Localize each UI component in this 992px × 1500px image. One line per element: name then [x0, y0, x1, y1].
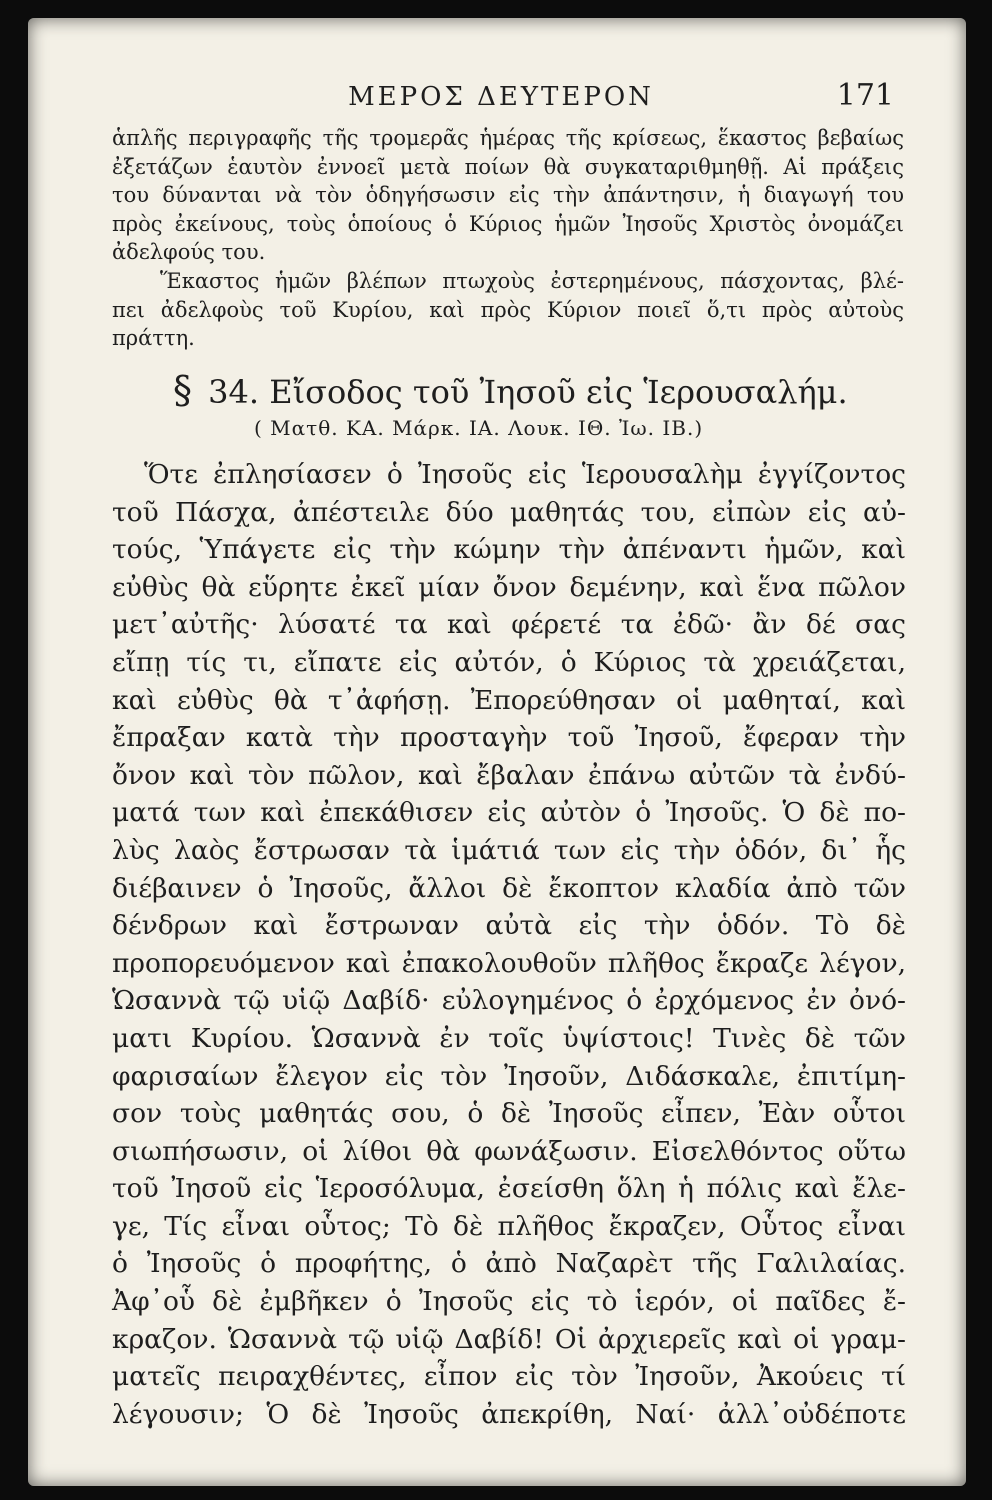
body-line: σιωπήσωσιν, οἱ λίθοι θὰ φωνάξωσιν. Εἰσελθόντος οὕτω — [112, 1135, 906, 1167]
page-number: 171 — [836, 78, 894, 113]
running-header — [108, 78, 894, 118]
intro-line: Ἕκαστος ἡμῶν βλέπων πτωχοὺς ἐστερημένους, πάσχοντας, βλέ- — [160, 268, 904, 293]
body-line: τούς, Ὑπάγετε εἰς τὴν κώμην τὴν ἀπέναντι ἡμῶν, καὶ — [112, 534, 906, 566]
body-line: καὶ εὐθὺς θὰ τ᾽ἀφήσῃ. Ἐπορεύθησαν οἱ μαθηταί, καὶ — [112, 684, 906, 716]
body-line: Ὡσαννὰ τῷ υἱῷ Δαβίδ· εὐλογημένος ὁ ἐρχόμενος ἐν ὀνό- — [112, 985, 906, 1017]
body-line: ματά των καὶ ἐπεκάθισεν εἰς αὐτὸν ὁ Ἰησοῦς. Ὁ δὲ πο- — [112, 797, 906, 829]
body-line: διέβαινεν ὁ Ἰησοῦς, ἄλλοι δὲ ἔκοπτον κλαδία ἀπὸ τῶν — [112, 872, 906, 904]
body-line: ματι Κυρίου. Ὡσαννὰ ἐν τοῖς ὑψίστοις! Τινὲς δὲ τῶν — [112, 1022, 906, 1054]
body-line: σον τοὺς μαθητάς σου, ὁ δὲ Ἰησοῦς εἶπεν, Ἐὰν οὗτοι — [112, 1098, 906, 1130]
body-line: ἔπραξαν κατὰ τὴν προσταγὴν τοῦ Ἰησοῦ, ἔφεραν τὴν — [112, 722, 906, 754]
running-title: ΜΕΡΟΣ ΔΕΥΤΕΡΟΝ — [348, 82, 654, 112]
body-line: φαρισαίων ἔλεγον εἰς τὸν Ἰησοῦν, Διδάσκαλε, ἐπιτίμη- — [112, 1060, 906, 1092]
intro-line: πει ἀδελφοὺς τοῦ Κυρίου, καὶ πρὸς Κύριον ποιεῖ ὅ,τι πρὸς αὐτοὺς — [112, 297, 904, 322]
body-line: προπορευόμενον καὶ ἐπακολουθοῦν πλῆθος ἔκραζε λέγον, — [112, 947, 906, 979]
intro-line: ἐξετάζων ἑαυτὸν ἐννοεῖ μετὰ ποίων θὰ συγκαταριθμηθῇ. Αἱ πράξεις — [112, 154, 904, 179]
body-line: τοῦ Ἰησοῦ εἰς Ἱεροσόλυμα, ἐσείσθη ὅλη ἡ πόλις καὶ ἔλε- — [112, 1173, 906, 1205]
section-heading — [173, 368, 848, 412]
body-line: γε, Τίς εἶναι οὗτος; Τὸ δὲ πλῆθος ἔκραζεν, Οὗτος εἶναι — [112, 1210, 906, 1242]
body-line: δένδρων καὶ ἔστρωναν αὐτὰ εἰς τὴν ὁδόν. Τὸ δὲ — [112, 910, 906, 942]
body-line: τοῦ Πάσχα, ἀπέστειλε δύο μαθητάς του, εἰπὼν εἰς αὐ- — [112, 496, 906, 528]
section-symbol: § — [173, 368, 192, 412]
body-line: μετ᾽αὐτῆς· λύσατέ τα καὶ φέρετέ τα ἐδῶ· ἂν δέ σας — [112, 609, 906, 641]
gospel-references: ( Ματθ. ΚΑ. Μάρκ. ΙΑ. Λουκ. ΙΘ. Ἰω. ΙΒ.) — [254, 416, 704, 440]
body-line: λέγουσιν; Ὁ δὲ Ἰησοῦς ἀπεκρίθη, Ναί· ἀλλ᾽οὐδέποτε — [112, 1398, 906, 1430]
intro-line: ἁπλῆς περιγραφῆς τῆς τρομερᾶς ἡμέρας τῆς κρίσεως, ἕκαστος βεβαίως — [112, 126, 904, 150]
body-line: Ἀφ᾽οὗ δὲ ἐμβῆκεν ὁ Ἰησοῦς εἰς τὸ ἱερόν, οἱ παῖδες ἔ- — [112, 1286, 906, 1318]
intro-text — [112, 124, 904, 353]
body-line: κραζον. Ὡσαννὰ τῷ υἱῷ Δαβίδ! Οἱ ἀρχιερεῖς καὶ οἱ γραμ- — [112, 1323, 906, 1355]
intro-line: πρὸς ἐκείνους, τοὺς ὁποίους ὁ Κύριος ἡμῶν Ἰησοῦς Χριστὸς ὀνομάζει — [112, 211, 904, 236]
body-line: εὐθὺς θὰ εὕρητε ἐκεῖ μίαν ὄνον δεμένην, καὶ ἕνα πῶλον — [112, 571, 906, 603]
intro-line: ἀδελφούς του. — [112, 240, 266, 265]
intro-line: πράττη. — [112, 326, 195, 351]
body-line: ὁ Ἰησοῦς ὁ προφήτης, ὁ ἀπὸ Ναζαρὲτ τῆς Γαλιλαίας. — [112, 1248, 906, 1280]
body-line: ματεῖς πειραχθέντες, εἶπον εἰς τὸν Ἰησοῦν, Ἀκούεις τί — [112, 1361, 906, 1393]
body-line: εἴπῃ τίς τι, εἴπατε εἰς αὐτόν, ὁ Κύριος τὰ χρειάζεται, — [112, 646, 906, 678]
body-line: Ὅτε ἐπλησίασεν ὁ Ἰησοῦς εἰς Ἱερουσαλὴμ ἐγγίζοντος — [144, 459, 906, 490]
body-text — [112, 456, 906, 1433]
body-line: ὄνον καὶ τὸν πῶλον, καὶ ἔβαλαν ἐπάνω αὐτῶν τὰ ἐνδύ- — [112, 759, 906, 791]
body-line: λὺς λαὸς ἔστρωσαν τὰ ἱμάτιά των εἰς τὴν ὁδόν, δι᾽ ἧς — [112, 834, 906, 866]
book-page — [28, 18, 966, 1486]
section-title: 34. Εἴσοδος τοῦ Ἰησοῦ εἰς Ἱερουσαλήμ. — [208, 373, 848, 411]
intro-line: του δύνανται νὰ τὸν ὁδηγήσωσιν εἰς τὴν ἀπάντησιν, ἡ διαγωγή του — [112, 183, 904, 208]
